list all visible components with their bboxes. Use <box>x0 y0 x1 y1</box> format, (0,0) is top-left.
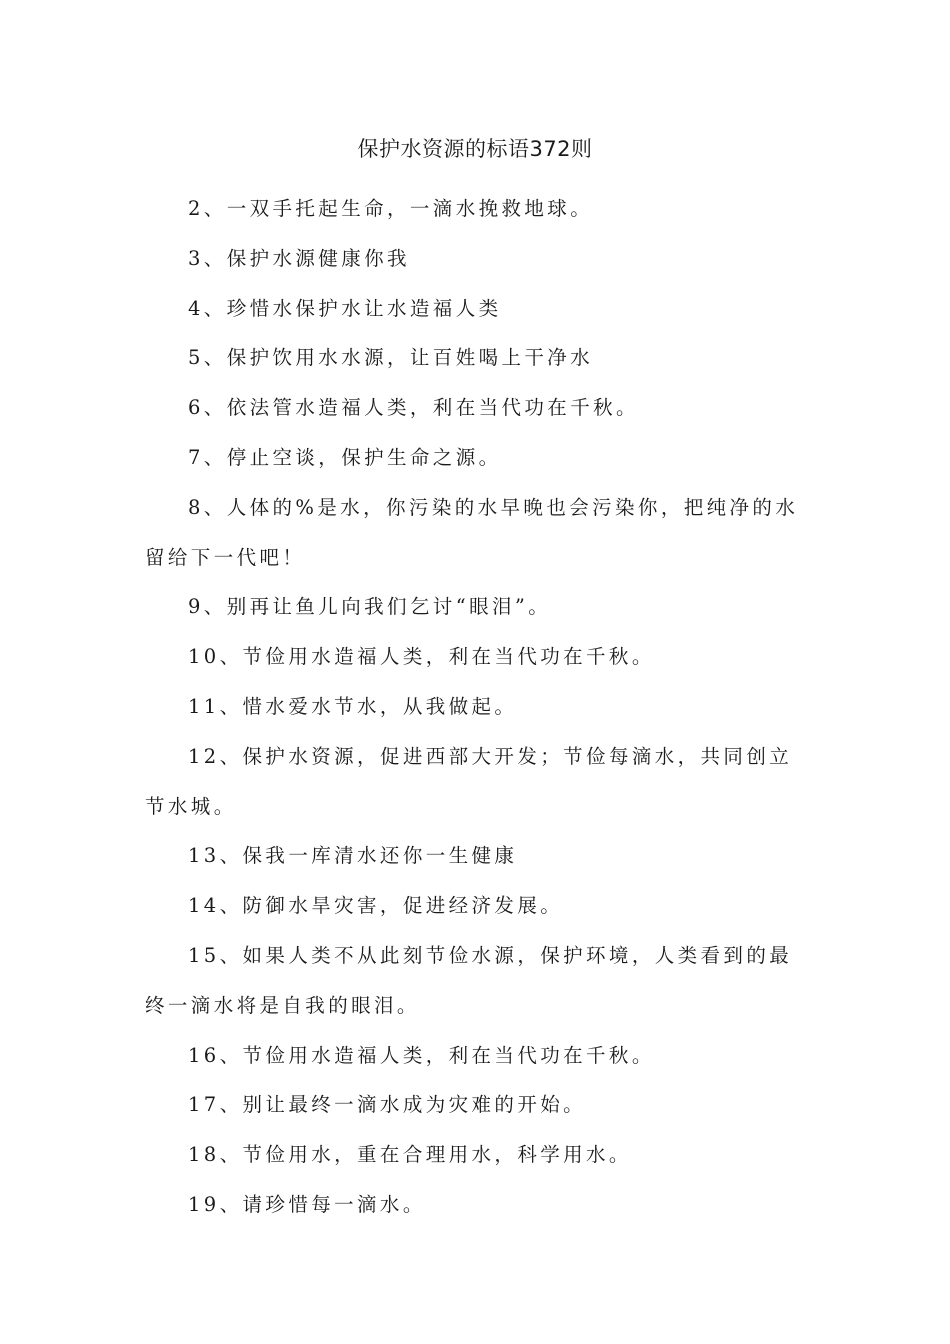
document-body <box>145 184 810 1230</box>
slogan-paragraph: 12、保护水资源，促进西部大开发；节俭每滴水，共同创立节水城。 <box>145 744 793 818</box>
slogan-paragraph: 2、一双手托起生命，一滴水挽救地球。 <box>188 197 594 220</box>
slogan-paragraph: 7、停止空谈，保护生命之源。 <box>188 445 502 469</box>
slogan-paragraph: 4、珍惜水保护水让水造福人类 <box>188 296 502 320</box>
slogan-paragraph: 11、惜水爱水节水，从我做起。 <box>188 694 518 718</box>
slogan-paragraph: 14、防御水旱灾害，促进经济发展。 <box>188 894 564 918</box>
slogan-paragraph: 15、如果人类不从此刻节俭水源，保护环境，人类看到的最终一滴水将是自我的眼泪。 <box>145 943 793 1017</box>
slogan-paragraph: 17、别让最终一滴水成为灾难的开始。 <box>188 1093 587 1117</box>
slogan-paragraph: 8、人体的%是水，你污染的水早晚也会污染你，把纯净的水留给下一代吧！ <box>145 495 799 569</box>
slogan-paragraph: 13、保我一库清水还你一生健康 <box>188 844 518 868</box>
slogan-paragraph: 19、请珍惜每一滴水。 <box>188 1192 426 1216</box>
slogan-paragraph: 6、依法管水造福人类，利在当代功在千秋。 <box>188 396 639 420</box>
slogan-paragraph: 5、保护饮用水水源，让百姓喝上干净水 <box>188 346 594 370</box>
slogan-paragraph: 10、节俭用水造福人类，利在当代功在千秋。 <box>188 645 655 669</box>
slogan-paragraph: 3、保护水源健康你我 <box>188 246 410 270</box>
slogan-paragraph: 9、别再让鱼儿向我们乞讨“眼泪”。 <box>188 595 552 619</box>
slogan-paragraph: 18、节俭用水，重在合理用水，科学用水。 <box>188 1143 632 1167</box>
document-title: 保护水资源的标语372则 <box>357 137 593 161</box>
slogan-paragraph: 16、节俭用水造福人类，利在当代功在千秋。 <box>188 1043 655 1067</box>
